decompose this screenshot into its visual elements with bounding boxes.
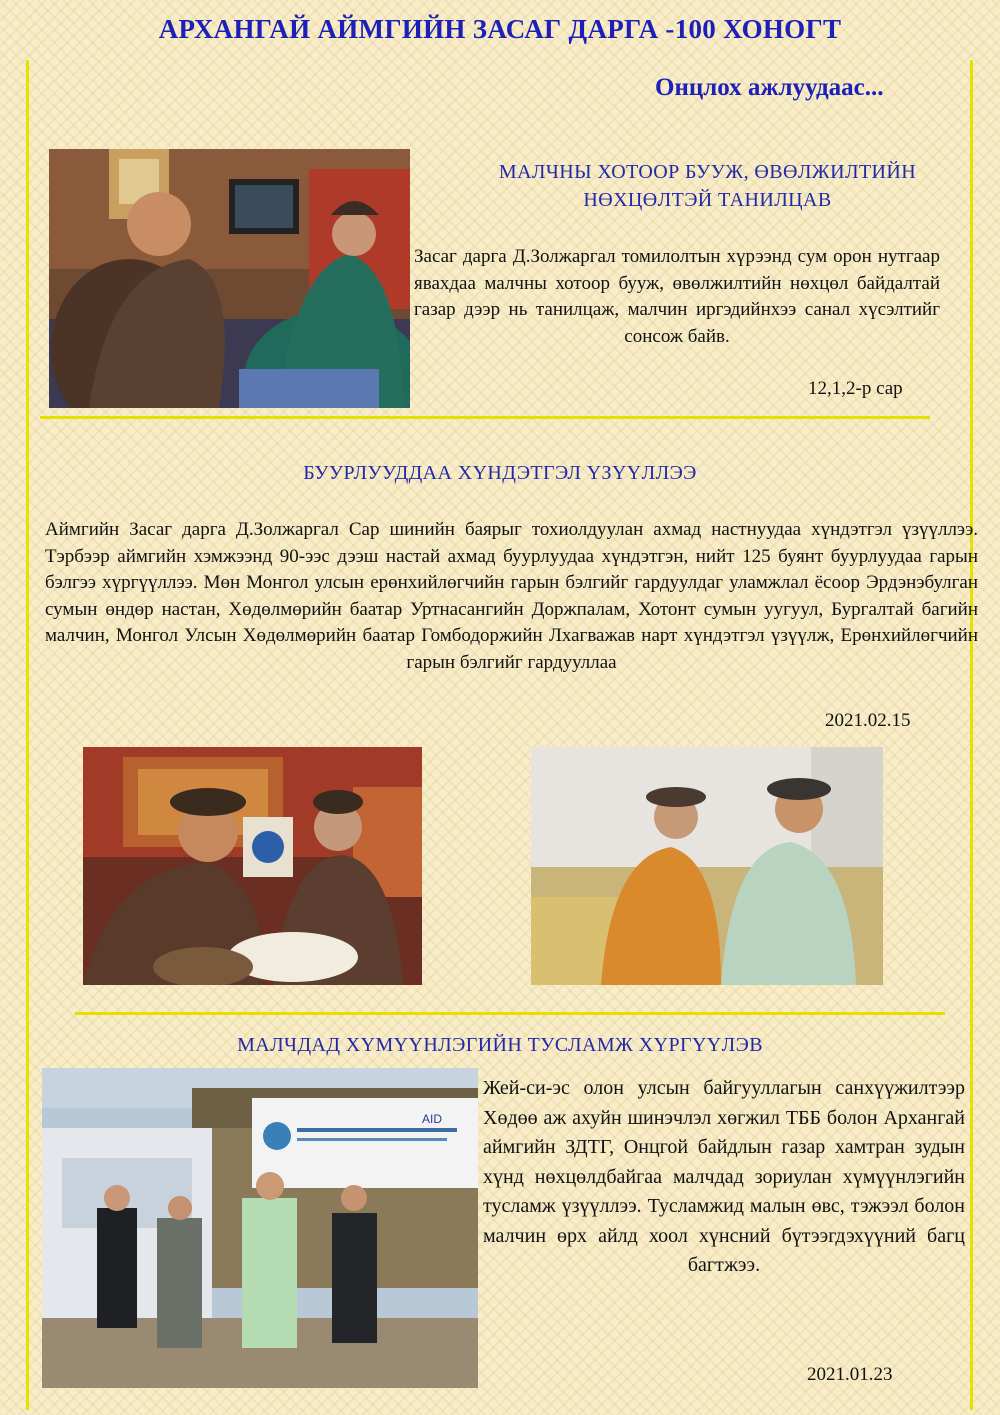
photo-elder-gift-1 — [83, 747, 422, 985]
section1-heading-line2: НӨХЦӨЛТЭЙ ТАНИЛЦАВ — [583, 189, 832, 211]
photo-aid-delivery — [42, 1068, 478, 1388]
aid-banner-logo: AID — [422, 1112, 443, 1126]
photo-herder-visit — [49, 149, 410, 408]
page-title: АРХАНГАЙ АЙМГИЙН ЗАСАГ ДАРГА -100 ХОНОГТ — [158, 14, 842, 44]
section2-body: Аймгийн Засаг дарга Д.Золжаргал Сар шинийн баярыг тохиолдуулан ахмад настнуудаа хүндэтгэл үзүүллээ. Тэрбээр аймгийн хэмжээнд 90-ээс дээш настай ахмад буурлуудаа хүндэтгэн, нийт 125 буянт буурлуудаа гарын бэлгээ хүргүүллээ. Мөн Монгол улсын ерөнхийлөгчийн гарын бэлгийг гардуулдаг уламжлал ёсоор Эрдэнэбулган сумын өндөр настан, Хөдөлмөрийн баатар Уртнасангийн Доржпалам, Хотонт сумын уугуул, Бургалтай багийн малчин, Монгол Улсын Хөдөлмөрийн баатар Гомбодоржийн Лхагважав нарт хүндэтгэл үзүүлж, Ерөнхийлөгчийн гарын бэлгийг гардууллаа — [45, 519, 978, 673]
section1-body: Засаг дарга Д.Золжаргал томилолтын хүрээнд сум орон нутгаар явахдаа малчны хотоор бууж, өвөлжилтийн нөхцөл байдалтай газар дээр нь танилцаж, малчин иргэдийнхээ санал хүсэлтийг сонсож байв. — [414, 246, 940, 347]
right-border-line — [970, 60, 973, 1410]
divider-2 — [75, 1012, 945, 1015]
section1-heading-line1: МАЛЧНЫ ХОТООР БУУЖ, ӨВӨЛЖИЛТИЙН — [498, 161, 917, 183]
section1-heading — [430, 158, 985, 214]
section3-heading: МАЛЧДАД ХҮМҮҮНЛЭГИЙН ТУСЛАМЖ ХҮРГҮҮЛЭВ — [237, 1034, 763, 1056]
section1-date: 12,1,2-р сар — [808, 378, 903, 399]
photo-elder-gift-2 — [531, 747, 883, 985]
section2-heading: БУУРЛУУДДАА ХҮНДЭТГЭЛ ҮЗҮҮЛЛЭЭ — [303, 462, 697, 484]
left-border-line — [26, 60, 29, 1410]
divider-1 — [40, 416, 930, 419]
section2-date: 2021.02.15 — [825, 710, 911, 731]
page-subtitle: Онцлох ажлуудаас... — [655, 74, 884, 101]
section3-date: 2021.01.23 — [807, 1364, 893, 1385]
section3-body: Жей-си-эс олон улсын байгууллагын санхүүжилтээр Хөдөө аж ахуйн шинэчлэл хөгжил ТББ болон Архангай аймгийн ЗДТГ, Онцгой байдлын газар хамтран зудын хүнд нөхцөлдбайгаа малчдад зориулан хүмүүнлэгийн тусламж үзүүллээ. Тусламжид малын өвс, тэжээл болон малчин өрх айлд хоол хүнсний бүтээгдэхүүний багц багтжээ. — [483, 1077, 965, 1276]
